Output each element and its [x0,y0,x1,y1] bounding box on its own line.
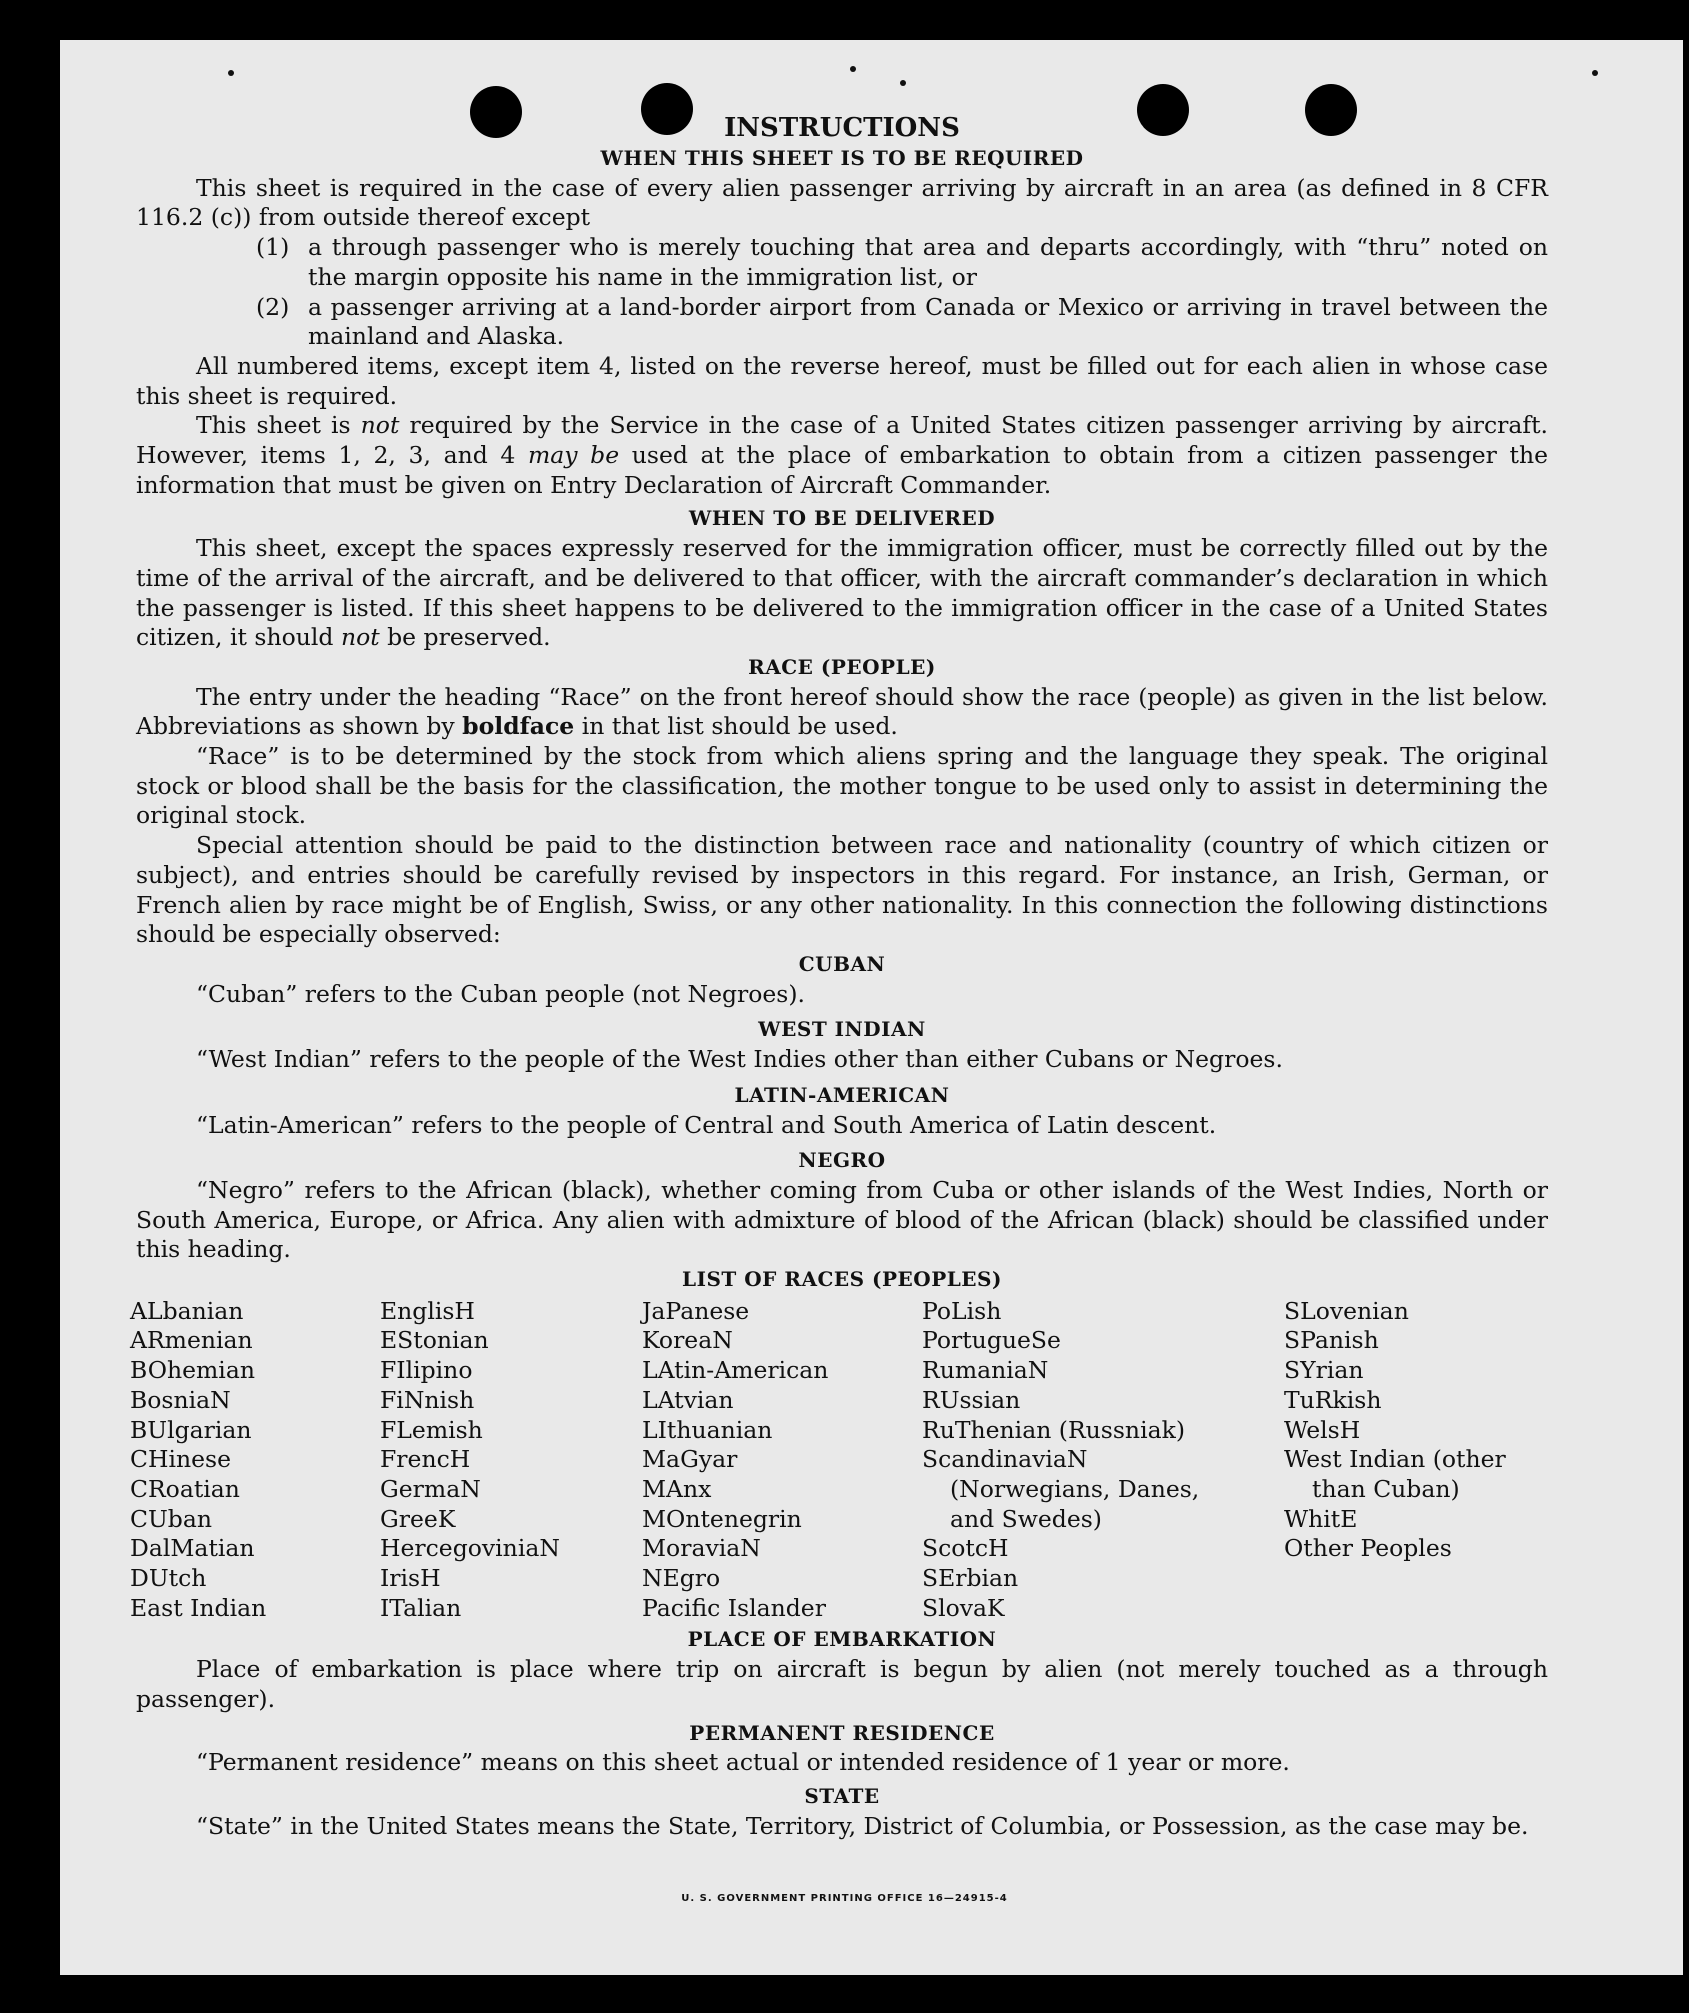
race-entry: FIlipino [380,1356,473,1385]
race-entry: TuRkish [1284,1385,1382,1414]
race-entry: DUtch [130,1564,207,1593]
definition: “Permanent residence” means on this sheet actual or intended residence of 1 year or more. [196,1748,1290,1777]
race-entry: EnglisH [380,1296,475,1325]
speck [1592,70,1598,76]
printer-imprint: U. S. GOVERNMENT PRINTING OFFICE 16—24915-4 [681,1893,1008,1904]
races-column [642,1297,922,1624]
race-entry: KoreaN [642,1326,733,1355]
race-entry: NEgro [642,1564,721,1593]
races-column [130,1297,380,1624]
race-entry: Pacific Islander [642,1593,826,1622]
item-number: (1) [256,233,290,262]
race-entry: SErbian [922,1564,1019,1593]
race-entry: BUlgarian [130,1415,252,1444]
races-column [922,1297,1212,1624]
italic-run: not [340,623,380,652]
section-heading-cuban: CUBAN [798,951,886,976]
race-entry: PoLish [922,1296,1002,1325]
race-entry: West Indian (other than Cuban) [1284,1445,1506,1503]
race-entry: GreeK [380,1504,456,1533]
race-entry: BOhemian [130,1356,255,1385]
definition: Place of embarkation is place where trip on aircraft is begun by alien (not merely touched as a through passenger). [136,1655,1548,1713]
section-heading-negro: NEGRO [798,1148,886,1173]
text-run: be preserved. [379,623,551,652]
section-heading-state: STATE [804,1783,880,1808]
race-entry: FiNnish [380,1385,475,1414]
race-entry: MaGyar [642,1445,738,1474]
speck [850,66,856,72]
page-title: INSTRUCTIONS [724,113,960,143]
race-entry: WelsH [1284,1415,1361,1444]
paragraph: All numbered items, except item 4, listed on the reverse hereof, must be filled out for each alien in whose case this sheet is required. [136,351,1548,410]
paragraph [136,534,1548,653]
section-heading-delivered: WHEN TO BE DELIVERED [688,506,996,531]
definition: “Latin-American” refers to the people of Central and South America of Latin descent. [196,1110,1217,1139]
instructions-text [130,112,1549,1841]
race-entry: DalMatian [130,1534,255,1563]
italic-run: not [360,411,400,440]
races-column [1284,1297,1548,1624]
race-entry: ARmenian [130,1326,253,1355]
race-entry: ScandinaviaN (Norwegians, Danes, and Swedes) [922,1445,1200,1533]
race-entry: MAnx [642,1474,712,1503]
race-entry: GermaN [380,1474,481,1503]
race-entry: RUssian [922,1385,1021,1414]
definition: “Negro” refers to the African (black), whether coming from Cuba or other islands of the West Indies, North or South America, Europe, or Africa. Any alien with admixture of blood of the African (black) should be classified under this heading. [136,1175,1548,1264]
paragraph [136,411,1548,500]
section-heading-latin-american: LATIN-AMERICAN [734,1082,950,1107]
race-entry: CRoatian [130,1474,240,1503]
paragraph [136,683,1548,742]
race-entry: ITalian [380,1593,462,1622]
race-entry: JaPanese [642,1296,750,1325]
race-entry: CHinese [130,1445,231,1474]
section-heading-west-indian: WEST INDIAN [758,1017,926,1042]
race-entry: SPanish [1284,1326,1379,1355]
numbered-item [136,233,1548,292]
item-number: (2) [256,292,290,321]
race-entry: LAtvian [642,1385,734,1414]
race-entry: ScotcH [922,1534,1009,1563]
race-entry: RuThenian (Russniak) [922,1415,1185,1444]
race-entry: SYrian [1284,1356,1364,1385]
race-entry: FLemish [380,1415,483,1444]
definition: “State” in the United States means the State, Territory, District of Columbia, or Possession, as the case may be. [196,1811,1529,1840]
race-entry: Other Peoples [1284,1534,1452,1563]
race-entry: LIthuanian [642,1415,773,1444]
race-entry: HercegoviniaN [380,1534,560,1563]
race-entry: WhitE [1284,1504,1358,1533]
race-entry: SlovaK [922,1593,1005,1622]
paragraph: Special attention should be paid to the distinction between race and nationality (country of which citizen or subject), and entries should be carefully revised by inspectors in this regard. For instance, an Irish, German, or French alien by race might be of English, Swiss, or any other nationality. In this connection the following distinctions should be especially observed: [136,831,1548,949]
race-entry: EStonian [380,1326,489,1355]
paragraph: This sheet is required in the case of every alien passenger arriving by aircraft in an area (as defined in 8 CFR 116.2 (c)) from outside thereof except [136,173,1548,232]
italic-run: may be [527,441,620,470]
race-entry: ALbanian [130,1296,244,1325]
item-text: a through passenger who is merely touching that area and departs accordingly, with “thru” noted on the margin opposite his name in the immigration list, or [308,233,1548,291]
section-heading-embarkation: PLACE OF EMBARKATION [687,1627,997,1652]
race-entry: BosniaN [130,1385,231,1414]
race-entry: SLovenian [1284,1296,1409,1325]
numbered-item [136,293,1548,352]
race-entry: LAtin-American [642,1356,829,1385]
section-heading-race: RACE (PEOPLE) [748,654,936,679]
race-entry: FrencH [380,1445,471,1474]
text-run: This sheet is [196,411,361,440]
section-heading-residence: PERMANENT RESIDENCE [689,1720,995,1745]
races-column [380,1297,642,1624]
text-run: in that list should be used. [574,712,898,741]
bold-run: boldface [462,712,575,741]
definition: “Cuban” refers to the Cuban people (not Negroes). [196,979,806,1008]
race-entry: RumaniaN [922,1356,1049,1385]
race-entry: PortugueSe [922,1326,1061,1355]
race-entry: MoraviaN [642,1534,761,1563]
section-heading-races-list: LIST OF RACES (PEOPLES) [682,1267,1002,1292]
race-entry: MOntenegrin [642,1504,802,1533]
item-text: a passenger arriving at a land-border airport from Canada or Mexico or arriving in travel between the mainland and Alaska. [308,292,1548,351]
speck [228,70,234,76]
text-run: required by the Service in the case of a United States citizen passenger arriving by aircraft. However, items 1, 2, 3, and 4 [136,411,1548,470]
speck [900,80,906,86]
race-entry: IrisH [380,1564,441,1593]
section-heading-required: WHEN THIS SHEET IS TO BE REQUIRED [600,146,1084,170]
definition: “West Indian” refers to the people of the West Indies other than either Cubans or Negroes. [196,1045,1283,1074]
paragraph: “Race” is to be determined by the stock from which aliens spring and the language they speak. The original stock or blood shall be the basis for the classification, the mother tongue to be used only to assist in determining the original stock. [136,742,1548,830]
text-run: The entry under the heading “Race” on the front hereof should show the race (people) as given in the list below. Abbreviations as shown by [136,682,1548,741]
race-entry: CUban [130,1504,212,1533]
races-list [130,1297,1548,1624]
race-entry: East Indian [130,1593,267,1622]
text-run: This sheet, except the spaces expressly reserved for the immigration officer, must be correctly filled out by the time of the arrival of the aircraft, and be delivered to that officer, with the aircraft commander’s declaration in which the passenger is listed. If this sheet happens to be delivered to the immigration officer in the case of a United States citizen, it should [136,534,1548,652]
text-run: used at the place of embarkation to obtain from a citizen passenger the information that must be given on Entry Declaration of Aircraft Commander. [136,441,1549,499]
